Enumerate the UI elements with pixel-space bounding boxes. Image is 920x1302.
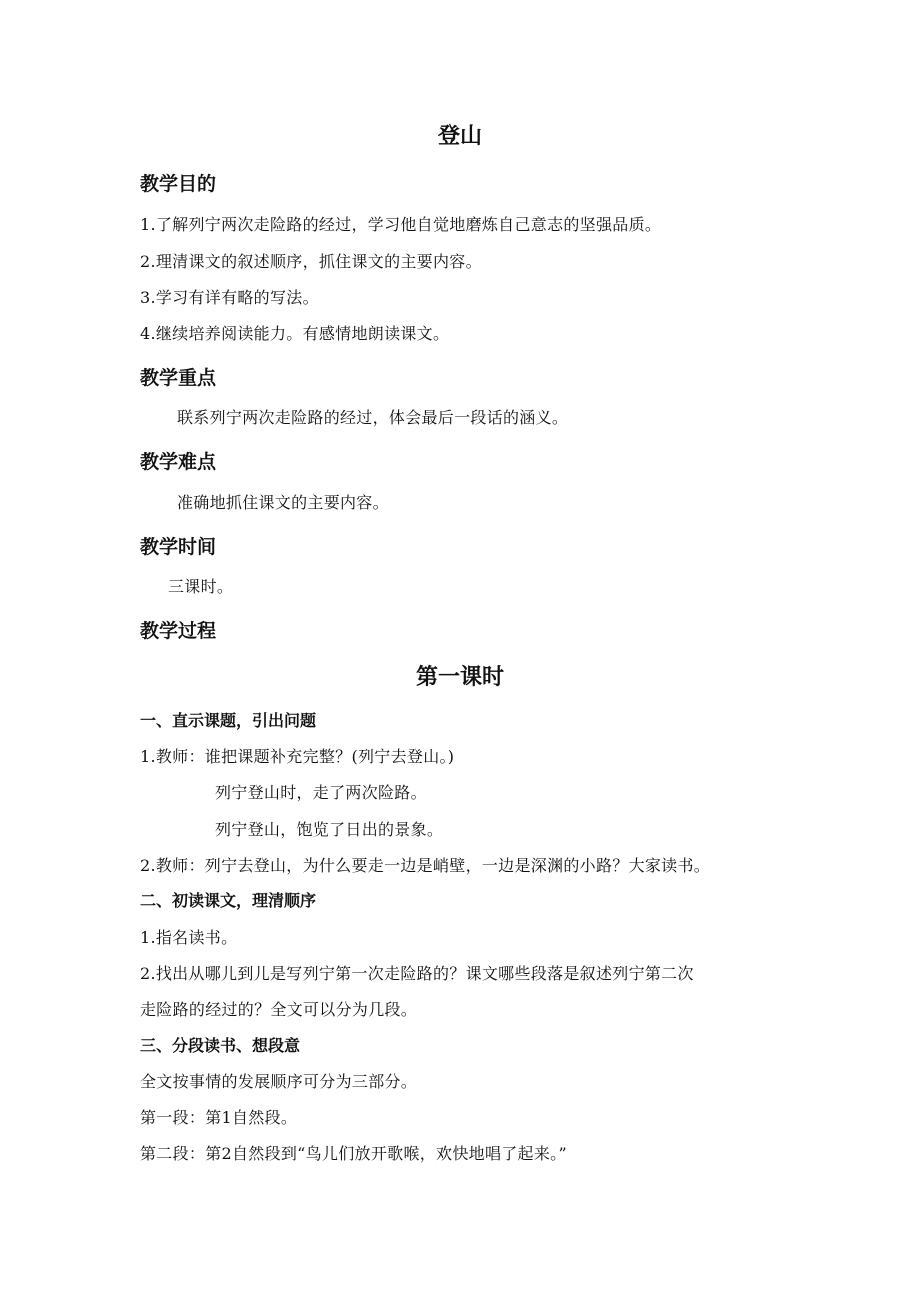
section1-line-2: 列宁登山时，走了两次险路。 [215,783,427,802]
section2-line-2: 2.找出从哪儿到儿是写列宁第一次走险路的？课文哪些段落是叙述列宁第二次 [140,964,694,983]
time-text: 三课时。 [168,577,234,596]
section3-line-3: 第二段：第2自然段到“鸟儿们放开歌喉，欢快地唱了起来。” [140,1144,567,1163]
objective-item-2: 2.理清课文的叙述顺序，抓住课文的主要内容。 [140,252,482,271]
difficulties-text: 准确地抓住课文的主要内容。 [177,493,389,512]
section1-line-3: 列宁登山，饱览了日出的景象。 [215,820,444,839]
lesson-title: 第一课时 [415,665,504,690]
section1-line-4: 2.教师：列宁去登山，为什么要走一边是峭壁，一边是深渊的小路？大家读书。 [140,856,711,875]
objectives-heading: 教学目的 [140,173,217,195]
section2-line-1: 1.指名读书。 [140,928,238,947]
document-title: 登山 [437,124,482,149]
section1-line-1: 1.教师：谁把课题补充完整？(列宁去登山。) [140,747,455,766]
difficulties-heading: 教学难点 [140,451,217,473]
key-points-text: 联系列宁两次走险路的经过，体会最后一段话的涵义。 [177,408,569,427]
key-points-heading: 教学重点 [140,367,217,389]
section1-heading: 一、直示课题，引出问题 [140,711,317,730]
section2-line-3: 走险路的经过的？全文可以分为几段。 [140,1000,418,1019]
process-heading: 教学过程 [140,620,217,642]
section3-line-2: 第一段：第1自然段。 [140,1108,298,1127]
section2-heading: 二、初读课文，理清顺序 [140,891,317,910]
objective-item-1: 1.了解列宁两次走险路的经过，学习他自觉地磨炼自己意志的坚强品质。 [140,215,662,234]
time-heading: 教学时间 [140,536,217,558]
objective-item-3: 3.学习有详有略的写法。 [140,288,319,307]
section3-heading: 三、分段读书、想段意 [140,1036,301,1055]
section3-line-1: 全文按事情的发展顺序可分为三部分。 [140,1072,418,1091]
objective-item-4: 4.继续培养阅读能力。有感情地朗读课文。 [140,324,450,343]
